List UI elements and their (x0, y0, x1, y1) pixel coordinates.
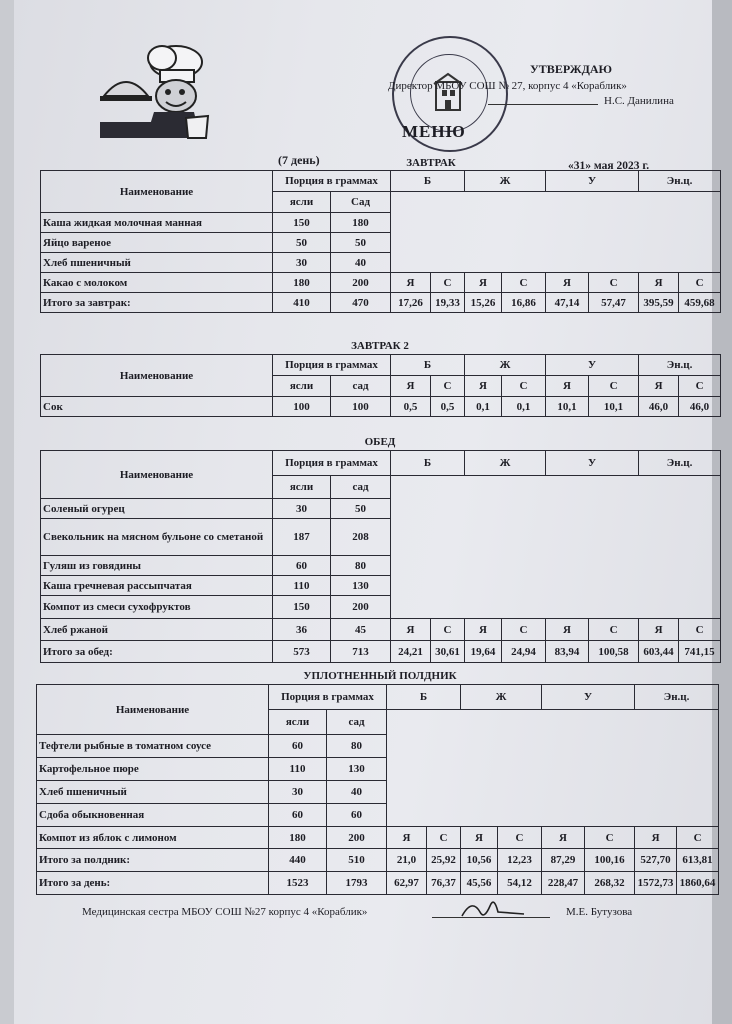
header-sad: сад (327, 710, 387, 735)
header-yasli: ясли (273, 376, 331, 397)
breakfast-section-title: ЗАВТРАК (406, 157, 456, 169)
portion-yasli: 110 (269, 758, 327, 781)
header-name: Наименование (41, 355, 273, 397)
en-s: 459,68 (679, 293, 721, 313)
header-b: Б (391, 451, 465, 476)
u-ya: 10,1 (546, 397, 589, 417)
header-en: Эн.ц. (639, 171, 721, 192)
total-yasli: 410 (273, 293, 331, 313)
b-ya: 21,0 (387, 849, 427, 872)
header-portion: Порция в граммах (273, 355, 391, 376)
portion-sad: 100 (331, 397, 391, 417)
header-sad: сад (331, 476, 391, 499)
b-ya: 24,21 (391, 641, 431, 663)
portion-yasli: 60 (269, 804, 327, 827)
chef-illustration (96, 38, 216, 146)
en-ya: 46,0 (639, 397, 679, 417)
en-s: 1860,64 (677, 872, 719, 895)
total-yasli: 440 (269, 849, 327, 872)
portion-sad: 50 (331, 233, 391, 253)
dish-name: Хлеб ржаной (41, 619, 273, 641)
table-row (41, 619, 721, 641)
label-ya: Я (546, 273, 589, 293)
breakfast-blank-area (391, 192, 721, 273)
table-row (41, 397, 721, 417)
approval-title: УТВЕРЖДАЮ (530, 62, 613, 76)
en-s: 46,0 (679, 397, 721, 417)
label-s: С (679, 273, 721, 293)
label-s: С (589, 273, 639, 293)
lunch-blank-area (391, 476, 721, 619)
approval-signature-line (488, 104, 598, 105)
dish-name: Яйцо вареное (41, 233, 273, 253)
header-sad: Сад (331, 192, 391, 213)
label-ya: Я (639, 376, 679, 397)
header-zh: Ж (465, 171, 546, 192)
total-label: Итого за полдник: (37, 849, 269, 872)
portion-sad: 130 (331, 576, 391, 596)
header-yasli: ясли (269, 710, 327, 735)
b-s: 25,92 (427, 849, 461, 872)
header-en: Эн.ц. (635, 685, 719, 710)
label-s: С (677, 827, 719, 849)
header-b: Б (387, 685, 461, 710)
approval-signer: Н.С. Данилина (604, 95, 674, 107)
header-name: Наименование (41, 451, 273, 499)
zh-s: 12,23 (498, 849, 542, 872)
header-b: Б (391, 171, 465, 192)
portion-sad: 200 (331, 596, 391, 619)
dish-name: Какао с молоком (41, 273, 273, 293)
zh-ya: 15,26 (465, 293, 502, 313)
label-ya: Я (465, 376, 502, 397)
en-ya: 395,59 (639, 293, 679, 313)
dish-name: Картофельное пюре (37, 758, 269, 781)
portion-sad: 200 (331, 273, 391, 293)
label-s: С (589, 376, 639, 397)
total-sad: 510 (327, 849, 387, 872)
zh-ya: 19,64 (465, 641, 502, 663)
label-ya: Я (546, 376, 589, 397)
header-yasli: ясли (273, 476, 331, 499)
nurse-signature (458, 894, 528, 922)
u-s: 268,32 (585, 872, 635, 895)
label-s: С (679, 376, 721, 397)
header-zh: Ж (465, 355, 546, 376)
dish-name: Сок (41, 397, 273, 417)
label-ya: Я (391, 273, 431, 293)
b-ya: 17,26 (391, 293, 431, 313)
header-zh: Ж (465, 451, 546, 476)
portion-yasli: 150 (273, 213, 331, 233)
header-portion: Порция в граммах (269, 685, 387, 710)
dish-name: Хлеб пшеничный (41, 253, 273, 273)
portion-yasli: 150 (273, 596, 331, 619)
header-u: У (546, 171, 639, 192)
portion-yasli: 36 (273, 619, 331, 641)
portion-sad: 60 (327, 804, 387, 827)
portion-sad: 208 (331, 519, 391, 556)
zh-s: 54,12 (498, 872, 542, 895)
portion-yasli: 110 (273, 576, 331, 596)
header-name: Наименование (41, 171, 273, 213)
nurse-position: Медицинская сестра МБОУ СОШ №27 корпус 4 «Кораблик» (82, 906, 368, 918)
label-ya: Я (391, 376, 431, 397)
label-ya: Я (542, 827, 585, 849)
label-s: С (502, 376, 546, 397)
label-s: С (431, 273, 465, 293)
breakfast-table (40, 170, 721, 313)
b-s: 19,33 (431, 293, 465, 313)
header-en: Эн.ц. (639, 451, 721, 476)
u-s: 57,47 (589, 293, 639, 313)
portion-sad: 180 (331, 213, 391, 233)
en-ya: 527,70 (635, 849, 677, 872)
b-s: 0,5 (431, 397, 465, 417)
zh-s: 16,86 (502, 293, 546, 313)
portion-sad: 40 (327, 781, 387, 804)
header-name: Наименование (37, 685, 269, 735)
en-s: 613,81 (677, 849, 719, 872)
u-s: 10,1 (589, 397, 639, 417)
zh-s: 0,1 (502, 397, 546, 417)
zh-ya: 0,1 (465, 397, 502, 417)
portion-sad: 40 (331, 253, 391, 273)
portion-yasli: 30 (273, 253, 331, 273)
portion-yasli: 50 (273, 233, 331, 253)
portion-yasli: 60 (269, 735, 327, 758)
label-s: С (498, 827, 542, 849)
portion-yasli: 60 (273, 556, 331, 576)
u-ya: 83,94 (546, 641, 589, 663)
lunch-section-title: ОБЕД (364, 436, 396, 448)
dish-name: Каша жидкая молочная манная (41, 213, 273, 233)
label-s: С (431, 619, 465, 641)
snack-table (36, 684, 719, 895)
label-ya: Я (387, 827, 427, 849)
header-b: Б (391, 355, 465, 376)
portion-sad: 200 (327, 827, 387, 849)
portion-yasli: 30 (269, 781, 327, 804)
lunch-table (40, 450, 721, 663)
label-ya: Я (546, 619, 589, 641)
day-total-row (37, 872, 719, 895)
approval-position: Директор МБОУ СОШ № 27, корпус 4 «Кораблик» (388, 80, 627, 92)
dish-name: Хлеб пшеничный (37, 781, 269, 804)
dish-name: Тефтели рыбные в томатном соусе (37, 735, 269, 758)
en-s: 741,15 (679, 641, 721, 663)
table-row (41, 273, 721, 293)
label-s: С (679, 619, 721, 641)
u-ya: 87,29 (542, 849, 585, 872)
dish-name: Каша гречневая рассыпчатая (41, 576, 273, 596)
nurse-name: М.Е. Бутузова (566, 906, 633, 918)
label-ya: Я (461, 827, 498, 849)
portion-sad: 80 (327, 735, 387, 758)
menu-title: МЕНЮ (402, 122, 466, 141)
total-row (41, 641, 721, 663)
label-s: С (427, 827, 461, 849)
header-u: У (546, 355, 639, 376)
header-u: У (542, 685, 635, 710)
u-s: 100,58 (589, 641, 639, 663)
day-total-yasli: 1523 (269, 872, 327, 895)
header-sad: сад (331, 376, 391, 397)
total-sad: 470 (331, 293, 391, 313)
header-portion: Порция в граммах (273, 171, 391, 192)
label-s: С (502, 273, 546, 293)
b-s: 30,61 (431, 641, 465, 663)
portion-yasli: 180 (269, 827, 327, 849)
dish-name: Сдоба обыкновенная (37, 804, 269, 827)
total-label: Итого за завтрак: (41, 293, 273, 313)
zh-s: 24,94 (502, 641, 546, 663)
zh-ya: 10,56 (461, 849, 498, 872)
en-ya: 1572,73 (635, 872, 677, 895)
label-ya: Я (391, 619, 431, 641)
stamp-emblem-icon (430, 72, 466, 114)
header-u: У (546, 451, 639, 476)
menu-day: (7 день) (278, 153, 320, 167)
header-zh: Ж (461, 685, 542, 710)
snack-section-title: УПЛОТНЕННЫЙ ПОЛДНИК (303, 670, 457, 682)
portion-sad: 80 (331, 556, 391, 576)
menu-date: «31» мая 2023 г. (568, 160, 650, 172)
u-ya: 47,14 (546, 293, 589, 313)
label-s: С (431, 376, 465, 397)
header-yasli: ясли (273, 192, 331, 213)
total-label: Итого за обед: (41, 641, 273, 663)
total-row (41, 293, 721, 313)
header-portion: Порция в граммах (273, 451, 391, 476)
label-s: С (589, 619, 639, 641)
label-ya: Я (465, 273, 502, 293)
b-ya: 62,97 (387, 872, 427, 895)
portion-sad: 50 (331, 499, 391, 519)
day-total-label: Итого за день: (37, 872, 269, 895)
b-s: 76,37 (427, 872, 461, 895)
zh-ya: 45,56 (461, 872, 498, 895)
dish-name: Свекольник на мясном бульоне со сметаной (41, 519, 273, 556)
snack-blank-area (387, 710, 719, 827)
u-ya: 228,47 (542, 872, 585, 895)
label-s: С (585, 827, 635, 849)
portion-yasli: 187 (273, 519, 331, 556)
label-ya: Я (639, 273, 679, 293)
breakfast2-section-title: ЗАВТРАК 2 (351, 340, 409, 352)
portion-yasli: 30 (273, 499, 331, 519)
dish-name: Гуляш из говядины (41, 556, 273, 576)
dish-name: Компот из яблок с лимоном (37, 827, 269, 849)
label-s: С (502, 619, 546, 641)
dish-name: Компот из смеси сухофруктов (41, 596, 273, 619)
u-s: 100,16 (585, 849, 635, 872)
day-total-sad: 1793 (327, 872, 387, 895)
label-ya: Я (465, 619, 502, 641)
portion-yasli: 180 (273, 273, 331, 293)
header-en: Эн.ц. (639, 355, 721, 376)
portion-sad: 130 (327, 758, 387, 781)
total-row (37, 849, 719, 872)
total-sad: 713 (331, 641, 391, 663)
dish-name: Соленый огурец (41, 499, 273, 519)
table-row (37, 827, 719, 849)
total-yasli: 573 (273, 641, 331, 663)
en-ya: 603,44 (639, 641, 679, 663)
portion-sad: 45 (331, 619, 391, 641)
label-ya: Я (639, 619, 679, 641)
portion-yasli: 100 (273, 397, 331, 417)
breakfast2-table (40, 354, 721, 417)
b-ya: 0,5 (391, 397, 431, 417)
label-ya: Я (635, 827, 677, 849)
